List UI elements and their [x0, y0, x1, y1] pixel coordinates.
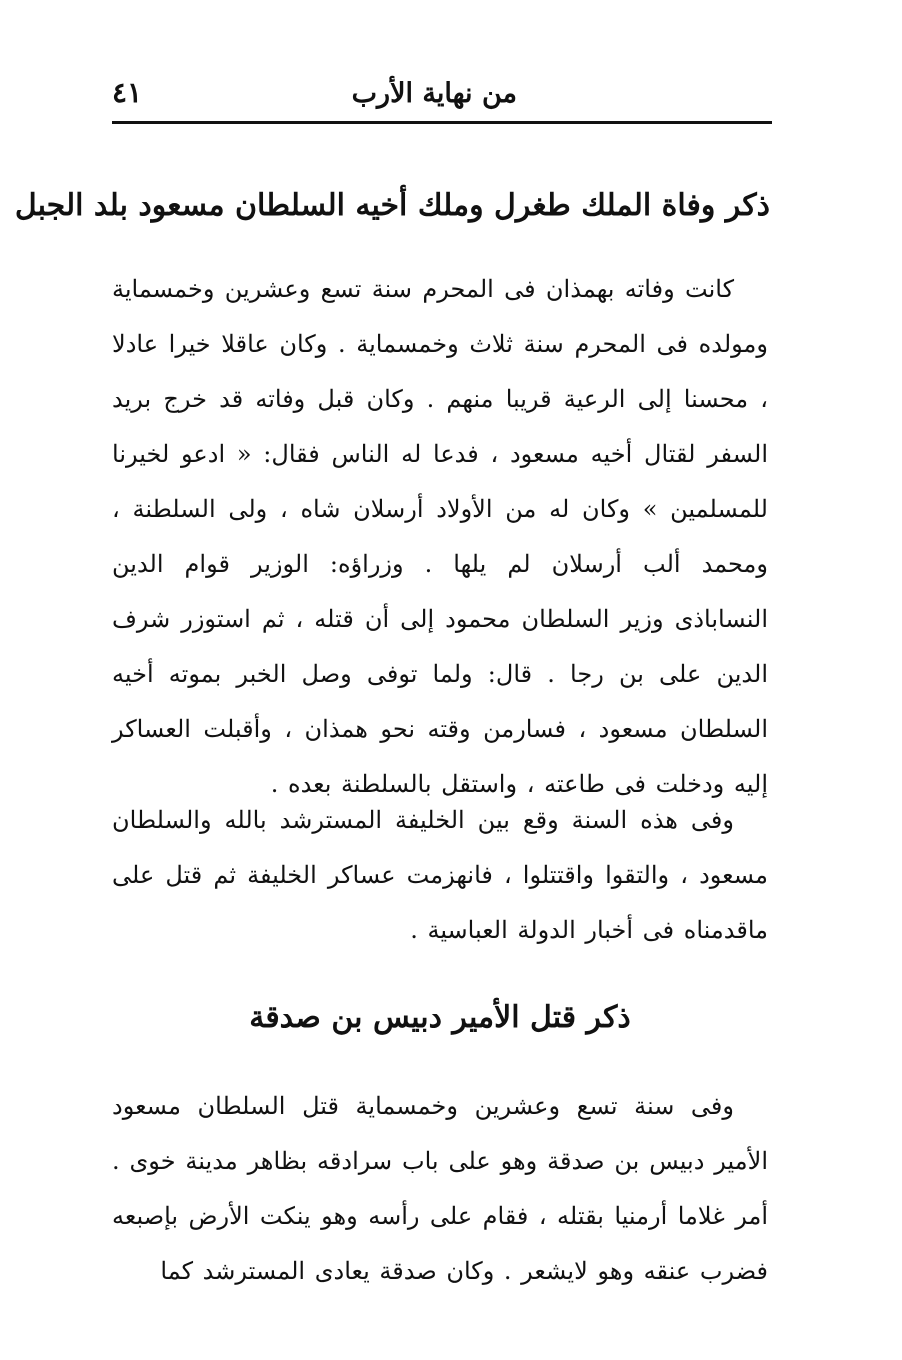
paragraph-toghrul-death: كانت وفاته بهمذان فى المحرم سنة تسع وعشرين وخمسماية ومولده فى المحرم سنة ثلاث وخمسماية . وكان عاقلا خيرا عادلا ، محسنا إلى الرعية قريبا منهم . وكان قبل وفاته قد خرج بريد السفر لقتال أخيه مسعود ، فدعا له الناس فقال: « ادعو لخيرنا للمسلمين » وكان له من الأولاد أرسلان شاه ، ولى السلطنة ، ومحمد ألب أرسلان لم يلها . وزراؤه: الوزير قوام الدين النساباذى وزير السلطان محمود إلى أن قتله ، ثم استوزر شرف الدين على بن رجا . قال: ولما توفى وصل الخبر بموته أخيه السلطان مسعود ، فسارمن وقته نحو همذان ، وأقبلت العساكر إليه ودخلت فى طاعته ، واستقل بالسلطنة بعده . [112, 275, 768, 798]
section-heading-toghrul-death: ذكر وفاة الملك طغرل وملك أخيه السلطان مسعود بلد الجبل [14, 188, 770, 223]
page-number: ٤١ [112, 76, 143, 109]
paragraph-caliph-conflict: وفى هذه السنة وقع بين الخليفة المسترشد بالله والسلطان مسعود ، والتقوا واقتتلوا ، فانهزمت عساكر الخليفة ثم قتل على ماقدمناه فى أخبار الدولة العباسية . [112, 806, 768, 944]
running-head [112, 70, 772, 118]
running-title: من نهاية الأرب [351, 78, 517, 109]
paragraph-dubays-killing: وفى سنة تسع وعشرين وخمسماية قتل السلطان مسعود الأمير دبيس بن صدقة وهو على باب سرادقه بظاهر مدينة خوى . أمر غلاما أرمنيا بقتله ، فقام على رأسه وهو ينكت الأرض بإصبعه فضرب عنقه وهو لايشعر . وكان صدقة يعادى المسترشد كما [112, 1092, 768, 1285]
section-heading-dubays-killing: ذكر قتل الأمير دبيس بن صدقة [249, 1000, 631, 1035]
header-rule [112, 121, 772, 124]
